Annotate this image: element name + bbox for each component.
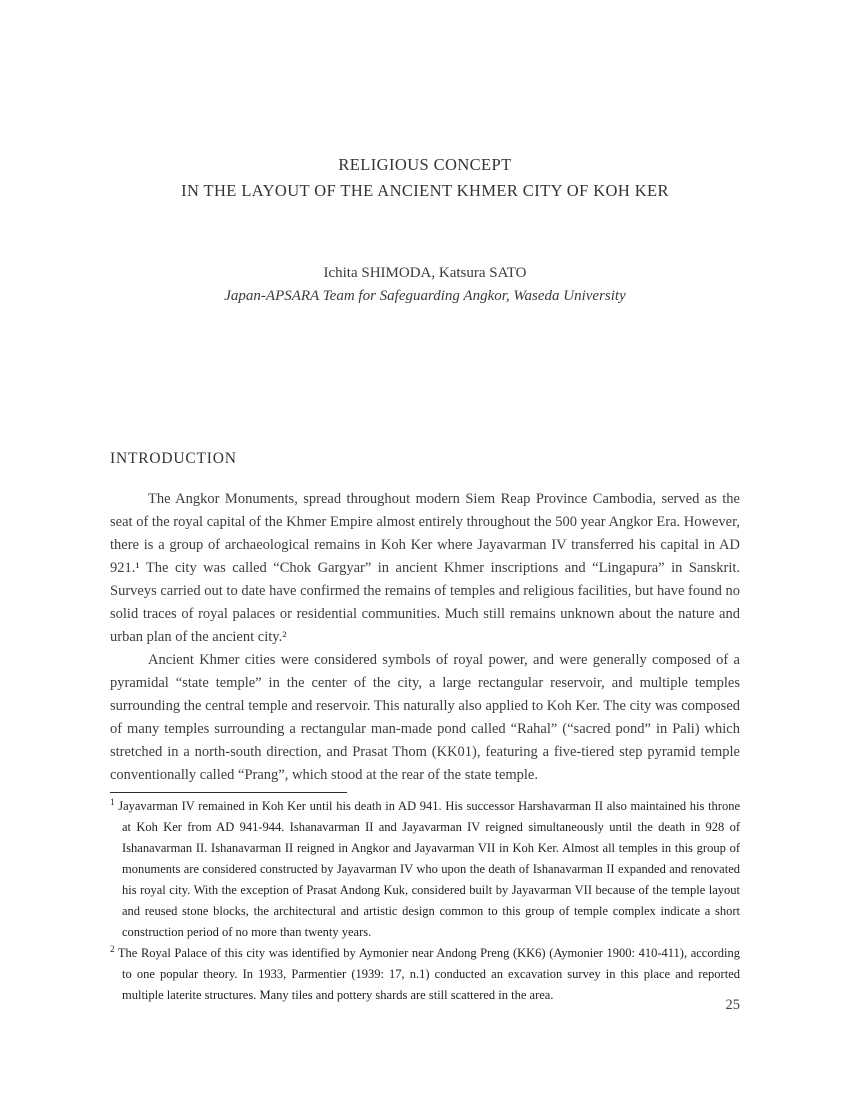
- paper-title-line-1: RELIGIOUS CONCEPT: [338, 155, 512, 174]
- footnote-1-text: Jayavarman IV remained in Koh Ker until his death in AD 941. His successor Harshavarman II also maintained his throne at Koh Ker from AD 941-944. Ishanavarman II and Jayavarman IV reigned simultaneously until the death in 928 of Ishanavarman II. Ishanavarman II reigned in Angkor and Jayavarman VII in Koh Ker. Almost all temples in this group of monuments are considered constructed by Jayavarman IV who upon the death of Ishanavarman II expanded and renovated his royal city. With the exception of Prasat Andong Kuk, considered built by Jayavarman VII because of the temple layout and reused stone blocks, the architectural and artistic design common to this group of temple complex indicate a short construction period of no more than twenty years.: [118, 799, 741, 939]
- footnote-1-marker: 1: [110, 796, 115, 807]
- authors-block: [110, 262, 740, 308]
- paper-title-line-2: IN THE LAYOUT OF THE ANCIENT KHMER CITY OF KOH KER: [181, 181, 669, 200]
- authors-line: Ichita SHIMODA, Katsura SATO: [323, 265, 527, 281]
- section-heading-introduction: INTRODUCTION: [110, 450, 237, 467]
- footnotes-block: [110, 796, 740, 1006]
- footnote-separator-rule: [110, 792, 347, 793]
- introduction-paragraph-1: The Angkor Monuments, spread throughout modern Siem Reap Province Cambodia, served as the seat of the royal capital of the Khmer Empire almost entirely throughout the 500 year Angkor Era. However, there is a group of archaeological remains in Koh Ker where Jayavarman IV transferred his capital in AD 921.¹ The city was called “Chok Gargyar” in ancient Khmer inscriptions and “Lingapura” in Sanskrit. Surveys carried out to date have confirmed the remains of temples and religious facilities, but have found no solid traces of royal palaces or residential communities. Much still remains unknown about the nature and urban plan of the ancient city.²: [110, 491, 740, 645]
- paper-title: [110, 152, 740, 204]
- footnote-2-text: The Royal Palace of this city was identified by Aymonier near Andong Preng (KK6) (Aymonier 1900: 410-411), according to one popular theory. In 1933, Parmentier (1939: 17, n.1) conducted an excavation survey in this place and reported multiple laterite structures. Many tiles and pottery shards are still scattered in the area.: [117, 946, 740, 1002]
- page-number: 25: [725, 997, 740, 1013]
- introduction-paragraph-2: Ancient Khmer cities were considered symbols of royal power, and were generally composed of a pyramidal “state temple” in the center of the city, a large rectangular reservoir, and multiple temples surrounding the central temple and reservoir. This naturally also applied to Koh Ker. The city was composed of many temples surrounding a rectangular man-made pond called “Rahal” (“sacred pond” in Pali) which stretched in a north-south direction, and Prasat Thom (KK01), featuring a five-tiered step pyramid temple conventionally called “Prang”, which stood at the rear of the state temple.: [110, 652, 740, 783]
- footnote-2: [110, 943, 740, 1006]
- introduction-body: [110, 488, 740, 787]
- footnote-2-marker: 2: [110, 943, 115, 954]
- footnote-1: [110, 796, 740, 943]
- affiliation-line: Japan-APSARA Team for Safeguarding Angkor, Waseda University: [224, 288, 626, 304]
